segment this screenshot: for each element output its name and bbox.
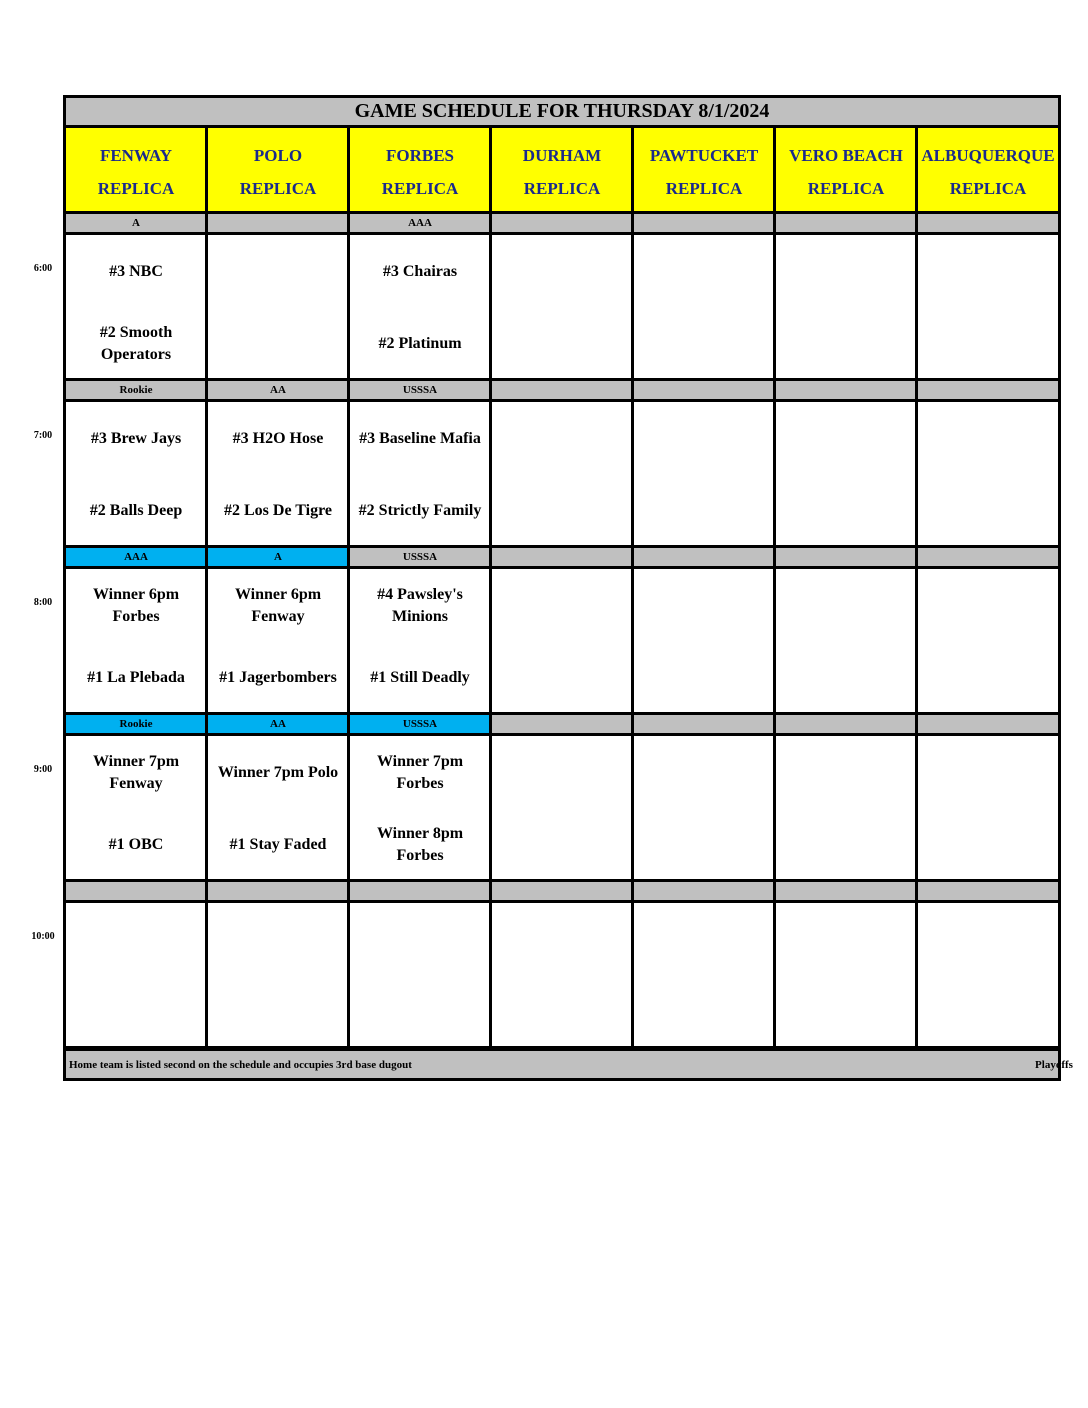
home-team (776, 319, 916, 369)
home-team (918, 486, 1058, 536)
game-cell (489, 399, 635, 548)
away-team (918, 247, 1058, 297)
away-team: Winner 6pm Fenway (234, 586, 322, 625)
home-team (634, 319, 774, 369)
game-cell (205, 566, 351, 715)
home-team (634, 486, 774, 536)
home-team (918, 653, 1058, 703)
field-sub: REPLICA (523, 179, 601, 198)
away-team (208, 915, 348, 965)
away-team (634, 247, 774, 297)
home-team: #2 Balls Deep (89, 502, 183, 519)
field-sub: REPLICA (381, 179, 459, 198)
game-cell (631, 733, 777, 882)
home-team (208, 987, 348, 1037)
home-team (776, 820, 916, 870)
home-team (492, 319, 632, 369)
away-team (66, 915, 206, 965)
game-cell (489, 900, 635, 1049)
game-cell (63, 733, 209, 882)
home-team (350, 987, 490, 1037)
away-team (776, 915, 916, 965)
game-cell (915, 900, 1061, 1049)
away-team (492, 414, 632, 464)
field-name: POLO (253, 146, 303, 165)
game-cell (489, 733, 635, 882)
field-header-1 (63, 125, 209, 214)
division-label: USSSA (347, 378, 493, 402)
home-team (918, 987, 1058, 1037)
field-header-2 (205, 125, 351, 214)
game-cell (915, 232, 1061, 381)
away-team (634, 581, 774, 631)
away-team (492, 915, 632, 965)
game-cell (205, 399, 351, 548)
away-team (776, 247, 916, 297)
home-team: #2 Smooth Operators (99, 324, 173, 363)
field-header-4 (489, 125, 635, 214)
field-sub: REPLICA (807, 179, 885, 198)
field-name: PAWTUCKET (649, 146, 759, 165)
game-cell (347, 733, 493, 882)
home-team: #2 Los De Tigre (223, 502, 332, 519)
home-team: #2 Platinum (378, 335, 462, 352)
time-label: 6:00 (33, 263, 53, 274)
game-cell (205, 232, 351, 381)
field-name: VERO BEACH (789, 146, 903, 165)
game-cell (347, 399, 493, 548)
game-cell (63, 232, 209, 381)
game-cell (773, 566, 919, 715)
field-header-5 (631, 125, 777, 214)
division-label: USSSA (347, 545, 493, 569)
field-sub: REPLICA (949, 179, 1027, 198)
home-team (492, 486, 632, 536)
field-sub: REPLICA (665, 179, 743, 198)
away-team: #3 Baseline Mafia (359, 430, 481, 447)
away-team (350, 915, 490, 965)
home-team (918, 820, 1058, 870)
time-label: 9:00 (33, 764, 53, 775)
home-team (492, 987, 632, 1037)
field-name: FORBES (385, 146, 455, 165)
home-team: #1 OBC (108, 836, 164, 853)
home-team: #1 Jagerbombers (219, 669, 337, 686)
away-team: #3 H2O Hose (232, 430, 324, 447)
home-team (776, 987, 916, 1037)
home-team (66, 987, 206, 1037)
home-team (492, 820, 632, 870)
game-cell (631, 399, 777, 548)
game-cell (773, 900, 919, 1049)
home-team (208, 319, 348, 369)
home-team: Winner 8pm Forbes (376, 825, 464, 864)
time-label: 8:00 (33, 597, 53, 608)
game-cell (915, 399, 1061, 548)
field-name: DURHAM (522, 146, 602, 165)
away-team: #3 Chairas (382, 263, 458, 280)
game-cell (205, 900, 351, 1049)
field-sub: REPLICA (97, 179, 175, 198)
game-cell (773, 733, 919, 882)
game-cell (63, 900, 209, 1049)
away-team: #4 Pawsley's Minions (377, 586, 463, 625)
home-team (776, 653, 916, 703)
home-team (492, 653, 632, 703)
field-name: ALBUQUERQUE (921, 146, 1055, 165)
game-cell (205, 733, 351, 882)
schedule-title: GAME SCHEDULE FOR THURSDAY 8/1/2024 (63, 95, 1061, 128)
away-team (918, 414, 1058, 464)
playoffs-label: Playoffs (1035, 1058, 1073, 1071)
home-team: #1 Still Deadly (370, 669, 470, 686)
home-team (634, 987, 774, 1037)
away-team (634, 748, 774, 798)
home-team-note: Home team is listed second on the schedule and occupies 3rd base dugout (69, 1058, 412, 1071)
home-team: #1 La Plebada (87, 669, 185, 686)
field-name: FENWAY (99, 146, 173, 165)
game-cell (347, 566, 493, 715)
division-label: USSSA (347, 712, 493, 736)
away-team (492, 748, 632, 798)
home-team: #2 Strictly Family (358, 502, 482, 519)
away-team (208, 247, 348, 297)
division-label: Rookie (63, 712, 209, 736)
home-team: #1 Stay Faded (229, 836, 327, 853)
division-label: AAA (347, 211, 493, 235)
division-label: AA (205, 712, 351, 736)
game-cell (915, 733, 1061, 882)
away-team (776, 748, 916, 798)
away-team: Winner 7pm Forbes (376, 753, 464, 792)
game-cell (347, 900, 493, 1049)
schedule-footer (63, 1048, 1073, 1081)
division-label: AA (205, 378, 351, 402)
field-header-3 (347, 125, 493, 214)
home-team (776, 486, 916, 536)
away-team (492, 581, 632, 631)
field-header-7 (915, 125, 1061, 214)
division-label: AAA (63, 545, 209, 569)
field-sub: REPLICA (239, 179, 317, 198)
away-team: Winner 6pm Forbes (92, 586, 180, 625)
game-cell (489, 232, 635, 381)
game-cell (631, 900, 777, 1049)
game-cell (63, 566, 209, 715)
field-header-6 (773, 125, 919, 214)
time-label: 10:00 (31, 931, 55, 942)
away-team (492, 247, 632, 297)
game-cell (631, 566, 777, 715)
away-team: Winner 7pm Polo (217, 764, 339, 781)
division-label: A (63, 211, 209, 235)
division-label: Rookie (63, 378, 209, 402)
game-cell (773, 232, 919, 381)
game-cell (63, 399, 209, 548)
game-cell (773, 399, 919, 548)
away-team: Winner 7pm Fenway (92, 753, 180, 792)
away-team (634, 414, 774, 464)
away-team: #3 NBC (109, 263, 163, 280)
away-team (918, 915, 1058, 965)
game-cell (347, 232, 493, 381)
away-team (918, 748, 1058, 798)
time-label: 7:00 (33, 430, 53, 441)
home-team (634, 820, 774, 870)
division-label: A (205, 545, 351, 569)
away-team (776, 581, 916, 631)
game-cell (631, 232, 777, 381)
away-team (918, 581, 1058, 631)
game-cell (915, 566, 1061, 715)
away-team (776, 414, 916, 464)
away-team: #3 Brew Jays (90, 430, 182, 447)
home-team (634, 653, 774, 703)
away-team (634, 915, 774, 965)
home-team (918, 319, 1058, 369)
game-cell (489, 566, 635, 715)
